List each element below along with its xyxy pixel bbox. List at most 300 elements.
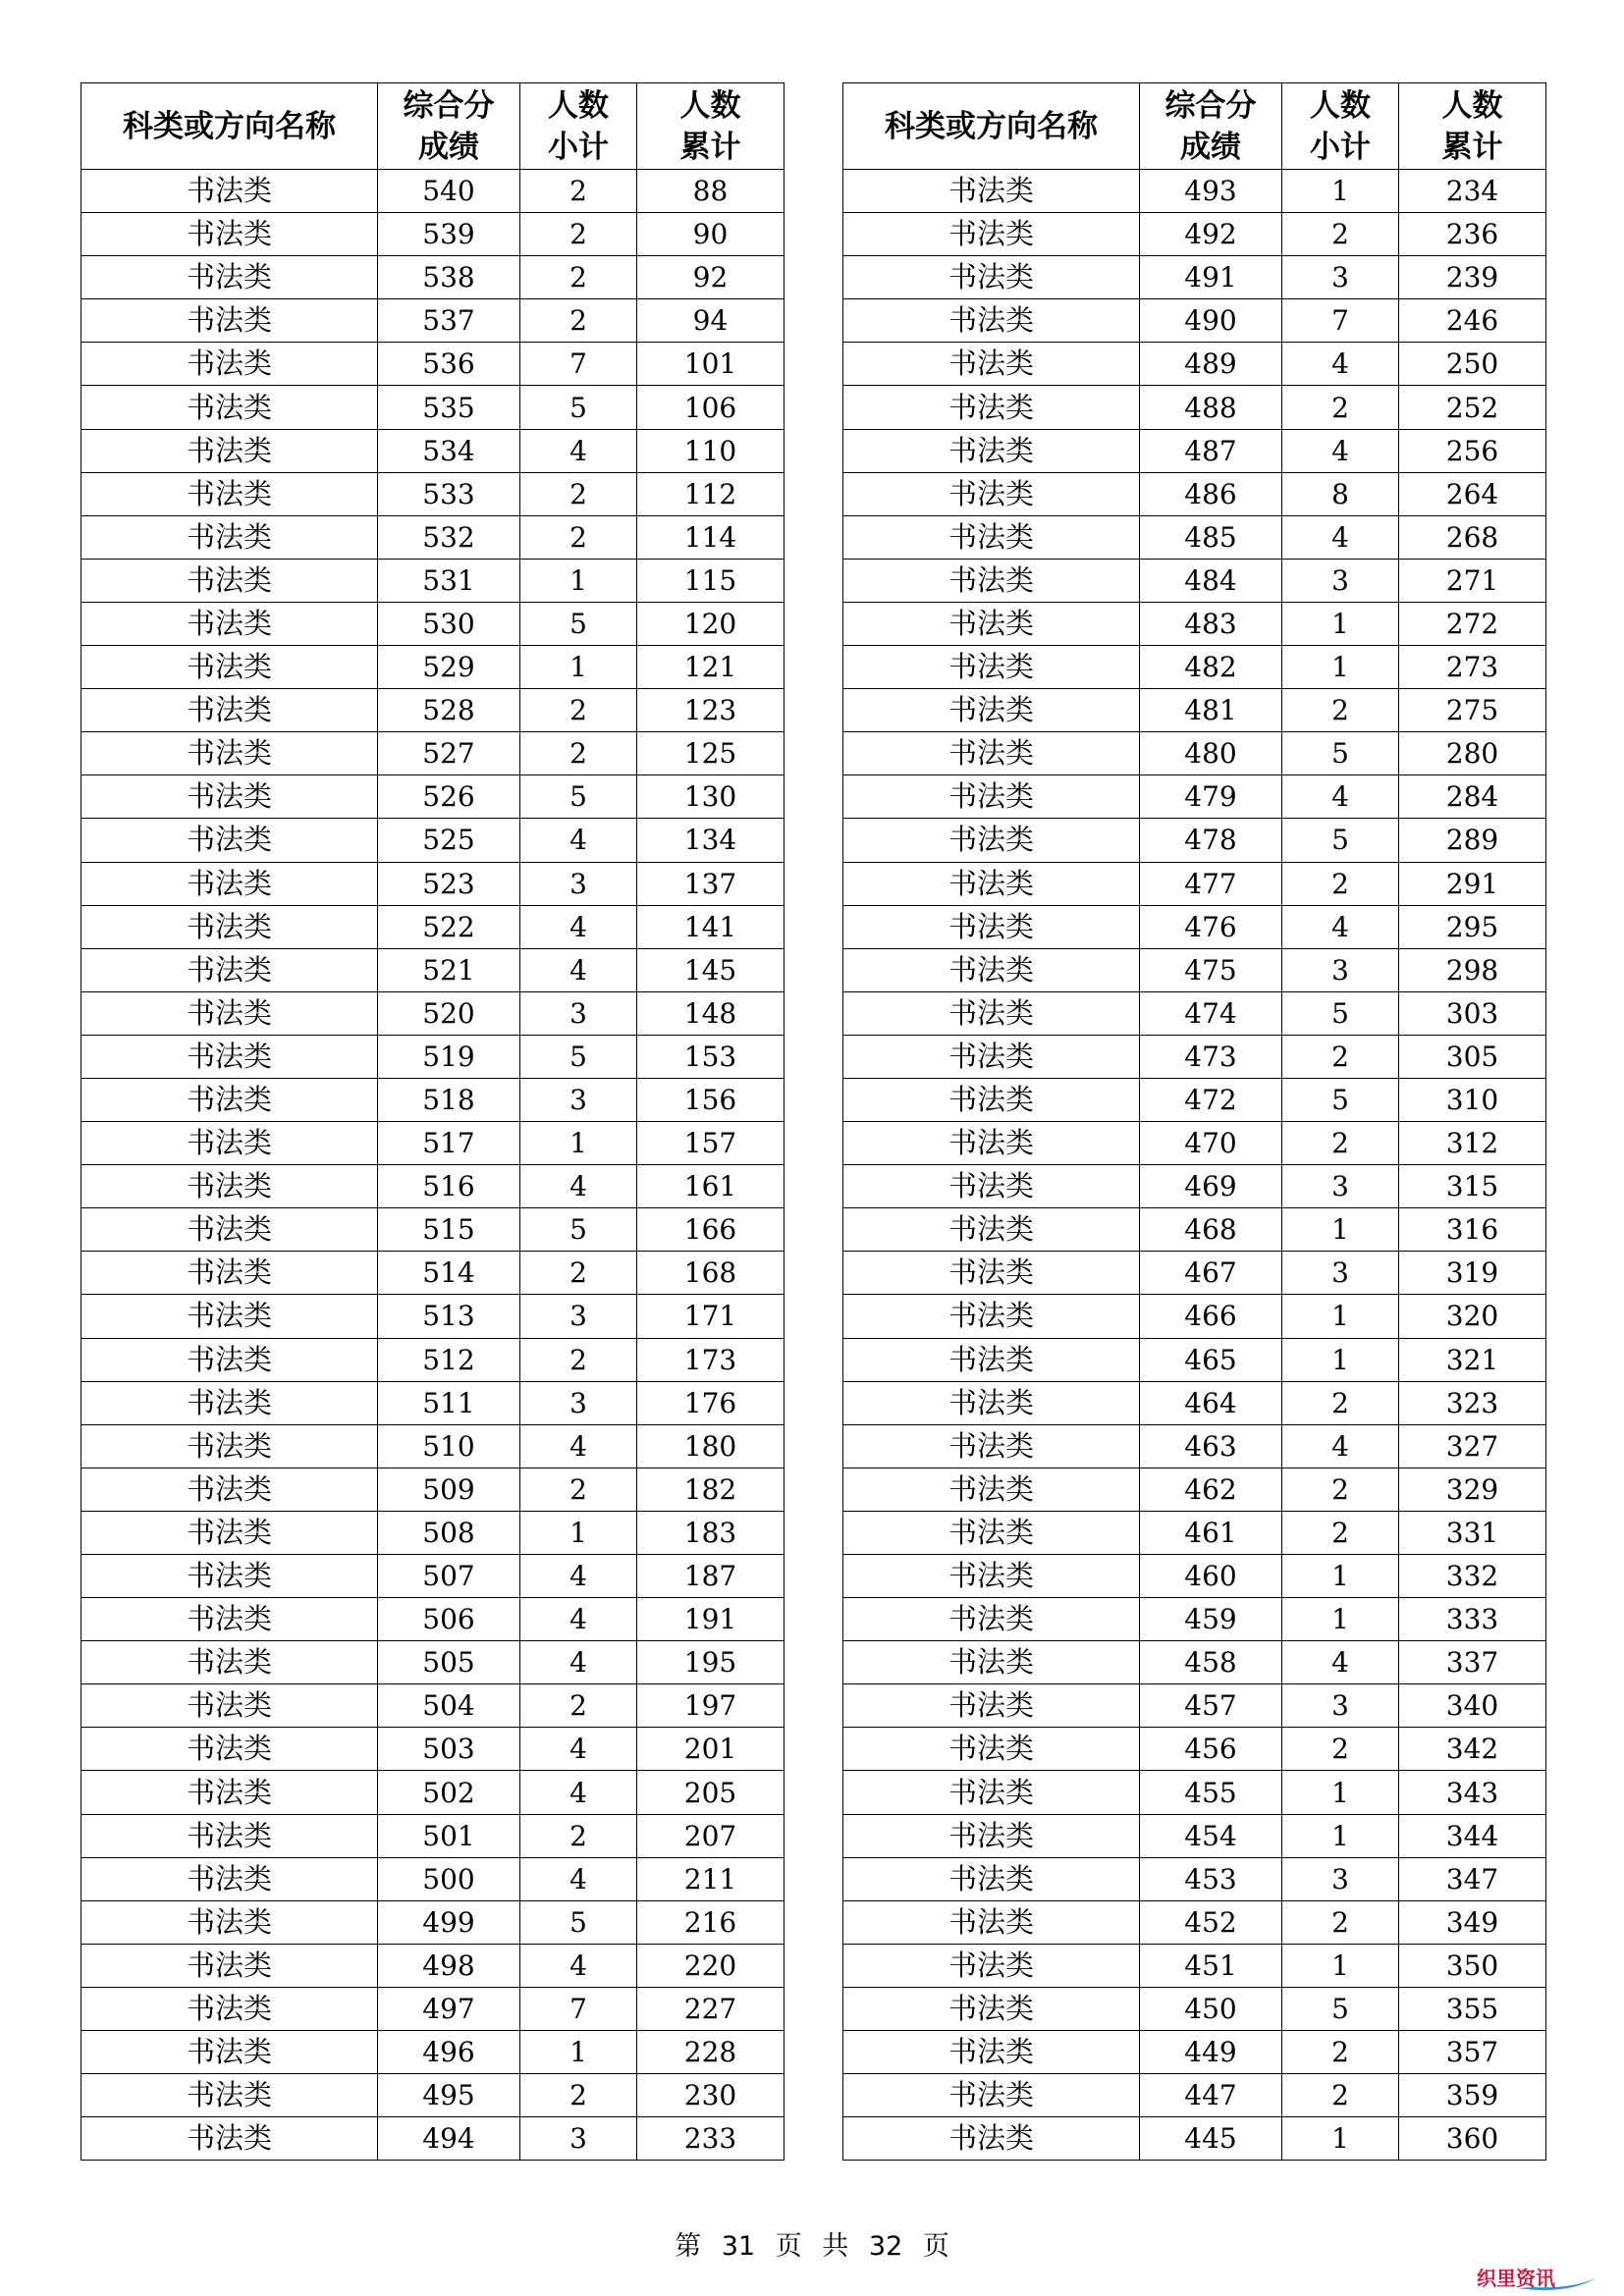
cell-cumulative: 310: [1399, 1078, 1546, 1121]
cell-category: 书法类: [843, 948, 1140, 991]
table-row: [81, 515, 785, 559]
cell-category: 书法类: [81, 1728, 378, 1771]
cell-cumulative: 360: [1399, 2117, 1546, 2161]
cell-category: 书法类: [843, 1814, 1140, 1857]
page-total: 32: [868, 2231, 903, 2262]
header-cumulative: 人数 累计: [637, 83, 785, 170]
table-row: [81, 991, 785, 1035]
cell-score: 447: [1140, 2074, 1282, 2117]
cell-count: 4: [520, 948, 637, 991]
cell-count: 5: [520, 1208, 637, 1252]
cell-score: 526: [378, 775, 520, 819]
cell-category: 书法类: [843, 515, 1140, 559]
cell-count: 5: [1282, 732, 1399, 775]
cell-score: 489: [1140, 343, 1282, 386]
cell-category: 书法类: [81, 948, 378, 991]
cell-category: 书法类: [81, 646, 378, 689]
cell-category: 书法类: [843, 559, 1140, 602]
cell-cumulative: 216: [637, 1900, 785, 1944]
cell-cumulative: 340: [1399, 1684, 1546, 1728]
cell-cumulative: 289: [1399, 819, 1546, 862]
cell-cumulative: 327: [1399, 1424, 1546, 1468]
table-row: [843, 732, 1546, 775]
table-row: [81, 2117, 785, 2161]
cell-cumulative: 166: [637, 1208, 785, 1252]
cell-score: 535: [378, 386, 520, 429]
cell-score: 522: [378, 905, 520, 948]
cell-cumulative: 156: [637, 1078, 785, 1121]
cell-score: 481: [1140, 689, 1282, 732]
cell-cumulative: 332: [1399, 1555, 1546, 1598]
cell-score: 514: [378, 1252, 520, 1295]
cell-score: 474: [1140, 991, 1282, 1035]
cell-score: 472: [1140, 1078, 1282, 1121]
cell-count: 2: [1282, 1035, 1399, 1078]
table-row: [843, 775, 1546, 819]
cell-cumulative: 110: [637, 429, 785, 472]
cell-count: 2: [520, 1252, 637, 1295]
cell-score: 465: [1140, 1338, 1282, 1381]
cell-category: 书法类: [843, 1771, 1140, 1814]
table-row: [81, 602, 785, 645]
cell-category: 书法类: [81, 1338, 378, 1381]
table-row: [81, 1641, 785, 1684]
cell-score: 482: [1140, 646, 1282, 689]
cell-score: 520: [378, 991, 520, 1035]
cell-score: 487: [1140, 429, 1282, 472]
cell-cumulative: 329: [1399, 1468, 1546, 1511]
cell-cumulative: 250: [1399, 343, 1546, 386]
cell-cumulative: 141: [637, 905, 785, 948]
page-number: 31: [721, 2231, 756, 2262]
table-row: [81, 170, 785, 213]
cell-category: 书法类: [81, 862, 378, 905]
cell-score: 519: [378, 1035, 520, 1078]
table-row: [843, 1295, 1546, 1338]
cell-cumulative: 355: [1399, 1987, 1546, 2030]
cell-score: 527: [378, 732, 520, 775]
cell-category: 书法类: [81, 1381, 378, 1424]
cell-count: 5: [1282, 991, 1399, 1035]
cell-category: 书法类: [843, 1122, 1140, 1165]
table-row: [81, 905, 785, 948]
cell-score: 513: [378, 1295, 520, 1338]
cell-category: 书法类: [81, 1078, 378, 1121]
cell-cumulative: 256: [1399, 429, 1546, 472]
cell-category: 书法类: [81, 2074, 378, 2117]
cell-category: 书法类: [843, 1641, 1140, 1684]
table-row: [843, 1424, 1546, 1468]
cell-score: 470: [1140, 1122, 1282, 1165]
score-table-left: [81, 82, 785, 2161]
cell-count: 1: [1282, 2117, 1399, 2161]
cell-cumulative: 176: [637, 1381, 785, 1424]
cell-cumulative: 145: [637, 948, 785, 991]
cell-cumulative: 291: [1399, 862, 1546, 905]
cell-score: 491: [1140, 256, 1282, 299]
cell-category: 书法类: [843, 1035, 1140, 1078]
cell-count: 4: [520, 1165, 637, 1208]
cell-cumulative: 268: [1399, 515, 1546, 559]
table-row: [81, 1771, 785, 1814]
cell-cumulative: 120: [637, 602, 785, 645]
cell-category: 书法类: [81, 1295, 378, 1338]
table-row: [81, 343, 785, 386]
cell-category: 书法类: [81, 1944, 378, 1987]
header-category: 科类或方向名称: [81, 83, 378, 170]
cell-category: 书法类: [843, 2074, 1140, 2117]
cell-score: 484: [1140, 559, 1282, 602]
cell-count: 2: [520, 515, 637, 559]
cell-category: 书法类: [81, 991, 378, 1035]
cell-cumulative: 114: [637, 515, 785, 559]
cell-cumulative: 342: [1399, 1728, 1546, 1771]
header-count: 人数 小计: [520, 83, 637, 170]
cell-count: 3: [1282, 1857, 1399, 1900]
table-row: [843, 299, 1546, 343]
cell-cumulative: 211: [637, 1857, 785, 1900]
cell-cumulative: 183: [637, 1511, 785, 1554]
table-row: [843, 602, 1546, 645]
cell-cumulative: 134: [637, 819, 785, 862]
cell-score: 473: [1140, 1035, 1282, 1078]
cell-category: 书法类: [843, 1338, 1140, 1381]
cell-category: 书法类: [843, 1424, 1140, 1468]
cell-score: 459: [1140, 1598, 1282, 1641]
cell-count: 2: [1282, 862, 1399, 905]
table-row: [843, 1771, 1546, 1814]
table-row: [81, 1987, 785, 2030]
cell-category: 书法类: [843, 299, 1140, 343]
table-row: [81, 256, 785, 299]
cell-cumulative: 350: [1399, 1944, 1546, 1987]
cell-category: 书法类: [81, 2031, 378, 2074]
cell-category: 书法类: [843, 775, 1140, 819]
cell-score: 507: [378, 1555, 520, 1598]
cell-score: 518: [378, 1078, 520, 1121]
cell-score: 496: [378, 2031, 520, 2074]
table-row: [81, 862, 785, 905]
cell-category: 书法类: [81, 386, 378, 429]
cell-cumulative: 125: [637, 732, 785, 775]
cell-count: 1: [1282, 1771, 1399, 1814]
cell-count: 1: [520, 1122, 637, 1165]
cell-cumulative: 273: [1399, 646, 1546, 689]
cell-count: 1: [1282, 170, 1399, 213]
cell-score: 458: [1140, 1641, 1282, 1684]
cell-cumulative: 312: [1399, 1122, 1546, 1165]
cell-category: 书法类: [81, 1252, 378, 1295]
cell-cumulative: 137: [637, 862, 785, 905]
cell-count: 1: [520, 1511, 637, 1554]
cell-category: 书法类: [843, 429, 1140, 472]
table-row: [81, 1684, 785, 1728]
cell-count: 2: [1282, 1468, 1399, 1511]
cell-score: 500: [378, 1857, 520, 1900]
cell-count: 3: [1282, 1252, 1399, 1295]
cell-count: 2: [520, 1684, 637, 1728]
cell-cumulative: 236: [1399, 213, 1546, 256]
table-row: [81, 1555, 785, 1598]
cell-count: 4: [520, 1857, 637, 1900]
cell-count: 3: [520, 1381, 637, 1424]
cell-cumulative: 359: [1399, 2074, 1546, 2117]
table-row: [843, 1598, 1546, 1641]
cell-count: 2: [1282, 1511, 1399, 1554]
cell-count: 3: [1282, 1684, 1399, 1728]
table-row: [81, 1208, 785, 1252]
cell-count: 4: [520, 1641, 637, 1684]
cell-category: 书法类: [843, 1208, 1140, 1252]
cell-category: 书法类: [81, 905, 378, 948]
cell-category: 书法类: [843, 1165, 1140, 1208]
cell-category: 书法类: [843, 1555, 1140, 1598]
cell-cumulative: 275: [1399, 689, 1546, 732]
cell-category: 书法类: [81, 819, 378, 862]
cell-count: 2: [1282, 2074, 1399, 2117]
cell-category: 书法类: [81, 1771, 378, 1814]
cell-cumulative: 272: [1399, 602, 1546, 645]
cell-score: 483: [1140, 602, 1282, 645]
cell-score: 536: [378, 343, 520, 386]
cell-score: 455: [1140, 1771, 1282, 1814]
cell-score: 528: [378, 689, 520, 732]
table-row: [843, 1338, 1546, 1381]
cell-category: 书法类: [843, 256, 1140, 299]
cell-score: 461: [1140, 1511, 1282, 1554]
cell-category: 书法类: [81, 1468, 378, 1511]
cell-cumulative: 115: [637, 559, 785, 602]
cell-count: 2: [1282, 1900, 1399, 1944]
cell-count: 5: [1282, 1987, 1399, 2030]
cell-cumulative: 121: [637, 646, 785, 689]
cell-score: 469: [1140, 1165, 1282, 1208]
table-row: [81, 1598, 785, 1641]
table-row: [843, 343, 1546, 386]
cell-count: 3: [1282, 559, 1399, 602]
table-row: [843, 170, 1546, 213]
cell-cumulative: 264: [1399, 472, 1546, 515]
table-row: [843, 559, 1546, 602]
cell-score: 503: [378, 1728, 520, 1771]
cell-count: 2: [520, 1338, 637, 1381]
cell-count: 1: [1282, 602, 1399, 645]
cell-count: 5: [520, 1035, 637, 1078]
table-row: [843, 819, 1546, 862]
cell-count: 1: [1282, 1208, 1399, 1252]
cell-score: 515: [378, 1208, 520, 1252]
footer-prefix: 第: [675, 2231, 702, 2262]
cell-category: 书法类: [81, 1208, 378, 1252]
footer-suffix: 页: [922, 2231, 949, 2262]
cell-count: 2: [1282, 2031, 1399, 2074]
table-row: [843, 1468, 1546, 1511]
cell-category: 书法类: [843, 1987, 1140, 2030]
table-row: [81, 1035, 785, 1078]
cell-category: 书法类: [843, 386, 1140, 429]
cell-count: 4: [520, 1424, 637, 1468]
watermark-logo: [1475, 2264, 1600, 2293]
cell-cumulative: 343: [1399, 1771, 1546, 1814]
cell-score: 460: [1140, 1555, 1282, 1598]
cell-score: 464: [1140, 1381, 1282, 1424]
table-row: [81, 1295, 785, 1338]
cell-score: 540: [378, 170, 520, 213]
table-row: [843, 2117, 1546, 2161]
cell-category: 书法类: [81, 515, 378, 559]
cell-cumulative: 173: [637, 1338, 785, 1381]
cell-category: 书法类: [81, 732, 378, 775]
cell-score: 516: [378, 1165, 520, 1208]
cell-cumulative: 191: [637, 1598, 785, 1641]
cell-count: 3: [520, 991, 637, 1035]
table-row: [81, 646, 785, 689]
cell-count: 4: [520, 1555, 637, 1598]
cell-cumulative: 305: [1399, 1035, 1546, 1078]
cell-category: 书法类: [843, 1598, 1140, 1641]
cell-count: 1: [1282, 646, 1399, 689]
cell-count: 2: [520, 170, 637, 213]
cell-score: 495: [378, 2074, 520, 2117]
cell-count: 2: [520, 213, 637, 256]
table-row: [81, 689, 785, 732]
cell-count: 7: [520, 1987, 637, 2030]
cell-cumulative: 207: [637, 1814, 785, 1857]
table-row: [843, 991, 1546, 1035]
cell-count: 1: [520, 646, 637, 689]
cell-category: 书法类: [81, 1900, 378, 1944]
cell-score: 475: [1140, 948, 1282, 991]
cell-category: 书法类: [81, 1555, 378, 1598]
cell-score: 456: [1140, 1728, 1282, 1771]
table-row: [81, 1814, 785, 1857]
cell-cumulative: 319: [1399, 1252, 1546, 1295]
table-row: [81, 1900, 785, 1944]
cell-score: 505: [378, 1641, 520, 1684]
cell-count: 5: [520, 386, 637, 429]
table-row: [843, 1987, 1546, 2030]
cell-cumulative: 153: [637, 1035, 785, 1078]
cell-category: 书法类: [843, 862, 1140, 905]
cell-count: 3: [520, 1078, 637, 1121]
cell-cumulative: 284: [1399, 775, 1546, 819]
table-row: [81, 1944, 785, 1987]
header-score: 综合分 成绩: [1140, 83, 1282, 170]
cell-cumulative: 88: [637, 170, 785, 213]
cell-category: 书法类: [81, 602, 378, 645]
cell-cumulative: 182: [637, 1468, 785, 1511]
cell-cumulative: 123: [637, 689, 785, 732]
cell-count: 3: [1282, 948, 1399, 991]
table-row: [81, 1511, 785, 1554]
table-row: [81, 299, 785, 343]
cell-count: 1: [520, 2031, 637, 2074]
cell-count: 4: [520, 1771, 637, 1814]
cell-category: 书法类: [81, 1598, 378, 1641]
cell-score: 445: [1140, 2117, 1282, 2161]
cell-cumulative: 295: [1399, 905, 1546, 948]
cell-score: 457: [1140, 1684, 1282, 1728]
cell-category: 书法类: [843, 1252, 1140, 1295]
cell-category: 书法类: [81, 1814, 378, 1857]
cell-score: 468: [1140, 1208, 1282, 1252]
cell-category: 书法类: [81, 213, 378, 256]
cell-category: 书法类: [81, 1511, 378, 1554]
cell-cumulative: 303: [1399, 991, 1546, 1035]
cell-count: 2: [1282, 689, 1399, 732]
cell-score: 490: [1140, 299, 1282, 343]
table-row: [843, 1381, 1546, 1424]
table-row: [843, 1900, 1546, 1944]
cell-cumulative: 201: [637, 1728, 785, 1771]
cell-count: 2: [1282, 1728, 1399, 1771]
page-footer: [0, 2224, 1624, 2263]
table-row: [843, 472, 1546, 515]
cell-score: 498: [378, 1944, 520, 1987]
cell-count: 2: [520, 1814, 637, 1857]
cell-cumulative: 227: [637, 1987, 785, 2030]
footer-total-label: 共: [822, 2231, 849, 2262]
table-row: [81, 429, 785, 472]
table-row: [843, 689, 1546, 732]
cell-cumulative: 321: [1399, 1338, 1546, 1381]
cell-count: 5: [1282, 819, 1399, 862]
cell-score: 486: [1140, 472, 1282, 515]
cell-cumulative: 148: [637, 991, 785, 1035]
cell-category: 书法类: [843, 1381, 1140, 1424]
table-row: [843, 1555, 1546, 1598]
cell-score: 511: [378, 1381, 520, 1424]
cell-cumulative: 337: [1399, 1641, 1546, 1684]
header-row: [843, 83, 1546, 170]
cell-cumulative: 234: [1399, 170, 1546, 213]
cell-category: 书法类: [843, 170, 1140, 213]
cell-score: 493: [1140, 170, 1282, 213]
cell-score: 521: [378, 948, 520, 991]
table-row: [843, 2074, 1546, 2117]
cell-score: 453: [1140, 1857, 1282, 1900]
cell-category: 书法类: [843, 905, 1140, 948]
cell-cumulative: 239: [1399, 256, 1546, 299]
cell-cumulative: 357: [1399, 2031, 1546, 2074]
cell-count: 4: [1282, 1641, 1399, 1684]
cell-count: 1: [1282, 1338, 1399, 1381]
cell-score: 452: [1140, 1900, 1282, 1944]
cell-score: 529: [378, 646, 520, 689]
cell-score: 449: [1140, 2031, 1282, 2074]
cell-cumulative: 171: [637, 1295, 785, 1338]
cell-count: 1: [1282, 1598, 1399, 1641]
table-row: [843, 1728, 1546, 1771]
cell-category: 书法类: [843, 2031, 1140, 2074]
cell-category: 书法类: [81, 689, 378, 732]
cell-count: 4: [520, 1944, 637, 1987]
cell-cumulative: 298: [1399, 948, 1546, 991]
table-row: [81, 1122, 785, 1165]
cell-category: 书法类: [81, 1035, 378, 1078]
cell-count: 8: [1282, 472, 1399, 515]
cell-score: 451: [1140, 1944, 1282, 1987]
cell-cumulative: 101: [637, 343, 785, 386]
cell-score: 476: [1140, 905, 1282, 948]
cell-category: 书法类: [81, 170, 378, 213]
cell-cumulative: 246: [1399, 299, 1546, 343]
table-body-left: [81, 170, 785, 2161]
cell-category: 书法类: [843, 1728, 1140, 1771]
cell-score: 525: [378, 819, 520, 862]
watermark-text: 织里资讯: [1477, 2267, 1555, 2290]
cell-cumulative: 130: [637, 775, 785, 819]
